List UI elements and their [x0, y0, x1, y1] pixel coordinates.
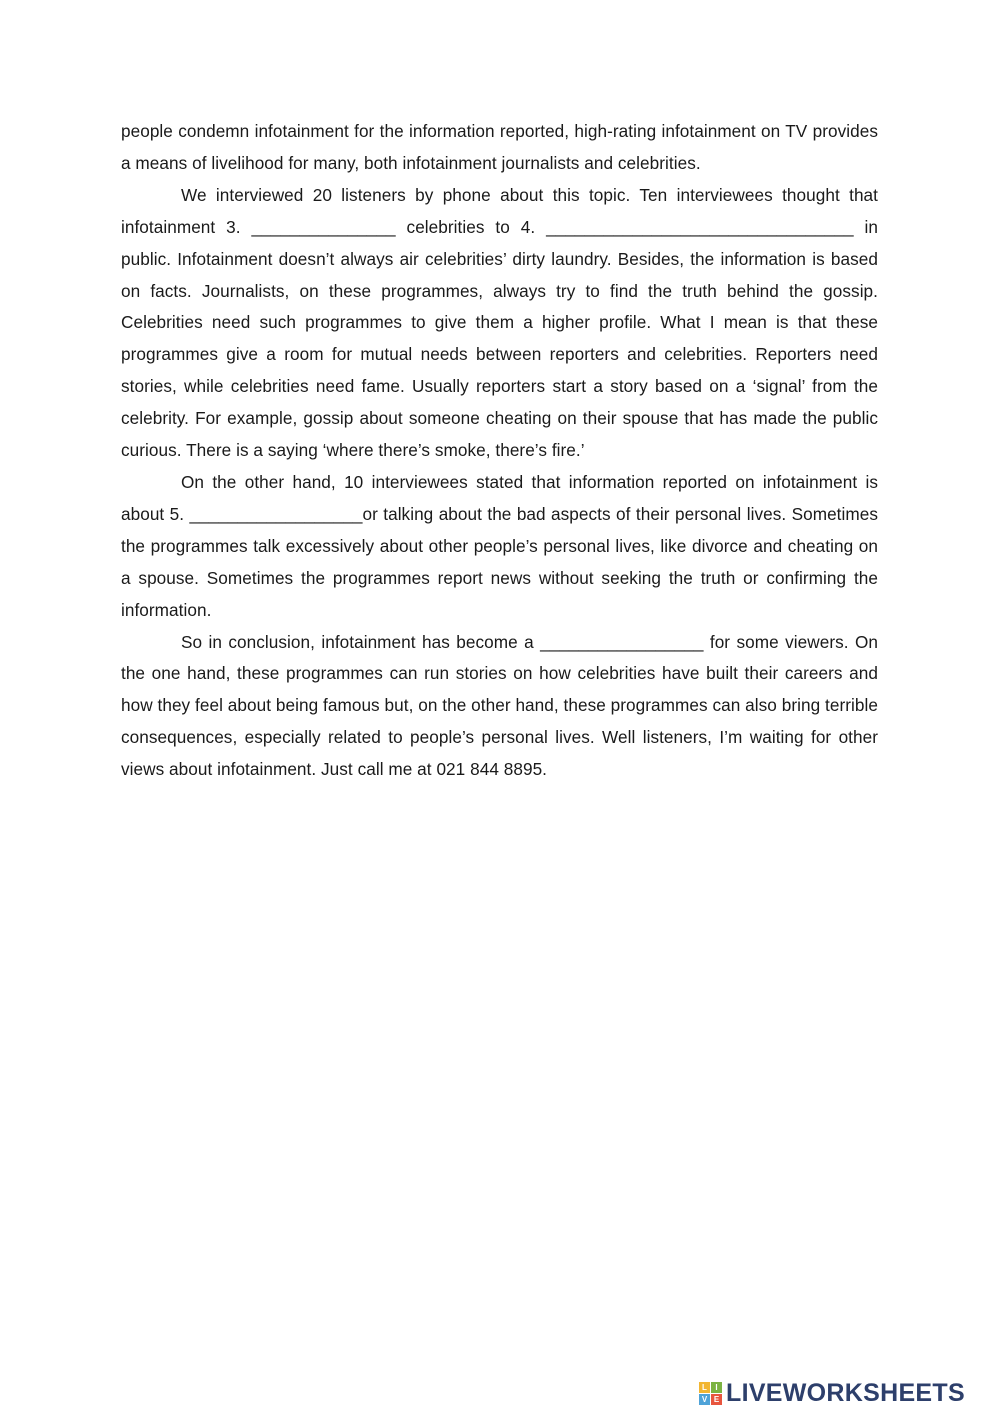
paragraph-continued: people condemn infotainment for the information reported, high-rating infotainment on TV provides a means of livelihood for many, both infotainment journalists and celebrities. — [121, 121, 878, 173]
liveworksheets-logo — [699, 1378, 965, 1408]
paragraph-other-hand: On the other hand, 10 interviewees stated that information reported on infotainment is about 5. __________________or talking about the bad aspects of their personal lives. Sometimes the programmes talk excessively about other people’s personal lives, like divorce and cheating on a spouse. Sometimes the programmes report news without seeking the truth or confirming the information. — [121, 471, 878, 620]
logo-tile-v: V — [699, 1394, 710, 1405]
liveworksheets-logo-text: LIVEWORKSHEETS — [726, 1378, 965, 1407]
article-body — [121, 116, 878, 786]
liveworksheets-logo-icon — [699, 1382, 722, 1405]
logo-tile-l: L — [699, 1382, 710, 1393]
logo-tile-e: E — [711, 1394, 722, 1405]
paragraph-interviews: We interviewed 20 listeners by phone about this topic. Ten interviewees thought that infotainment 3. _______________ celebrities to 4. ________________________________ in public. Infotainment doesn’t always air celebrities’ dirty laundry. Besides, the information is based on facts. Journalists, on these programmes, always try to find the truth behind the gossip. Celebrities need such programmes to give them a higher profile. What I mean is that these programmes give a room for mutual needs between reporters and celebrities. Reporters need stories, while celebrities need fame. Usually reporters start a story based on a ‘signal’ from the celebrity. For example, gossip about someone cheating on their spouse that has made the public curious. There is a saying ‘where there’s smoke, there’s fire.’ — [121, 184, 878, 461]
logo-tile-i: I — [711, 1382, 722, 1393]
paragraph-conclusion: So in conclusion, infotainment has become a _________________ for some viewers. On the one hand, these programmes can run stories on how celebrities have built their careers and how they feel about being famous but, on the other hand, these programmes can also bring terrible consequences, especially related to people’s personal lives. Well listeners, I’m waiting for other views about infotainment. Just call me at 021 844 8895. — [121, 631, 878, 780]
